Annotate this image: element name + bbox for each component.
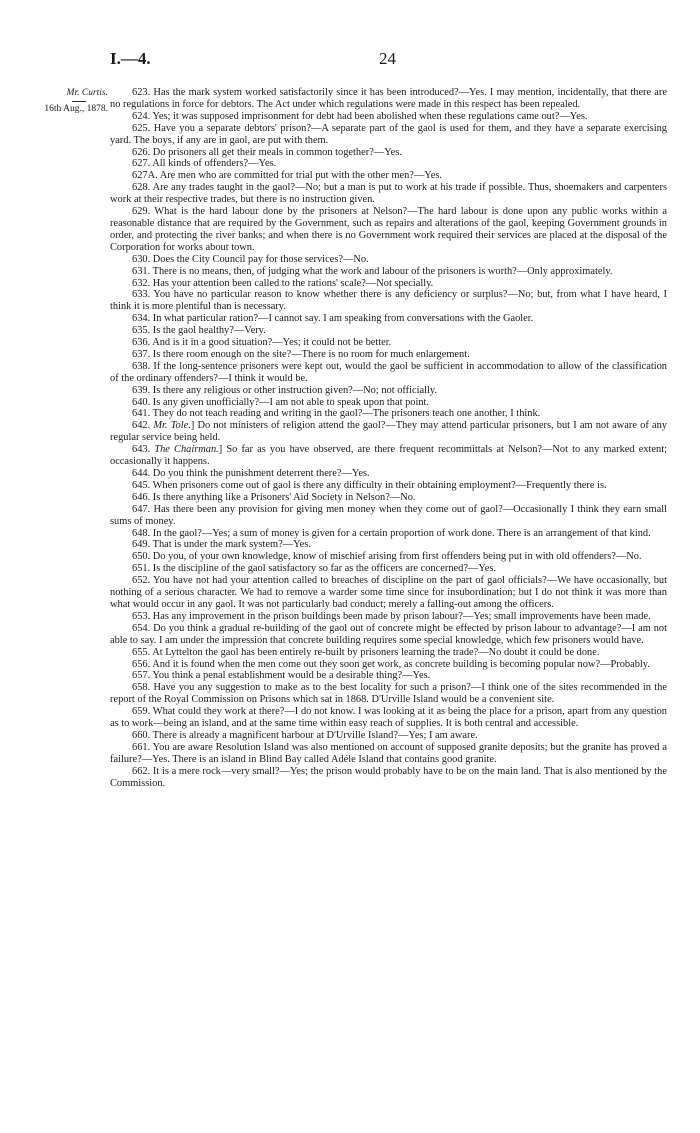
speaker-name: Mr. Tole. [153,420,191,432]
testimony-paragraph: 624. Yes; it was supposed imprisonment for debt had been abolished when these regulations came out?—Yes. [132,110,588,122]
testimony-paragraph: 632. Has your attention been called to the rations' scale?—Not specially. [132,277,434,289]
margin-note [12,88,108,115]
witness-name: Mr. Curtis. [66,88,108,98]
testimony-paragraph: 629. What is the hard labour done by the prisoners at Nelson?—The hard labour is done upon any public works within a reasonable distance that are required by the Government, such as repairs and alterations of the gaol, keeping Government grounds in order, and protecting the river banks; and when there is no Government work required their services are placed at the disposal of the Corporation for works about town. [110,206,667,253]
testimony-paragraph: 659. What could they work at there?—I do not know. I was looking at it as being the place for a prison, apart from any question as to work—being an island, and at the same time within easy reach of supplies. It is both central and accessible. [110,706,667,730]
testimony-paragraph: 623. Has the mark system worked satisfactorily since it has been introduced?—Yes. I may mention, incidentally, that there are no regulations in force for debtors. The Act under which regulations were made in this respect has been repealed. [110,87,667,110]
testimony-paragraph: 625. Have you a separate debtors' prison?—A separate part of the gaol is used for them, and they have a separate exercising yard. The boys, if any are in gaol, are put with them. [110,122,667,146]
testimony-paragraph: 648. In the gaol?—Yes; a sum of money is given for a certain proportion of work done. There is an arrangement of that kind. [132,527,651,539]
testimony-paragraph: 639. Is there any religious or other instruction given?—No; not officially. [132,384,438,396]
question-text: ] Do not ministers of religion attend the gaol?—They may attend particular prisoners, but I am not aware of any regular service being held. [110,420,668,444]
testimony-paragraph: 646. Is there anything like a Prisoners' Aid Society in Nelson?—No. [132,491,416,503]
testimony-paragraph: 644. Do you think the punishment deterrent there?—Yes. [132,468,370,479]
page-header [110,49,665,71]
testimony-paragraph: 635. Is the gaol healthy?—Very. [132,325,266,337]
testimony-paragraph: 628. Are any trades taught in the gaol?—No; but a man is put to work at his trade if possible. Thus, shoemakers and carpenters work at their respective trades, but there is no instruction given. [110,182,667,206]
testimony-paragraph: 633. You have no particular reason to know whether there is any deficiency or surplus?—No; but, from what I have heard, I think it is more plentiful than is necessary. [110,289,667,313]
parliamentary-paper-reference: I.—4. [110,49,151,68]
testimony-paragraph: 657. You think a penal establishment would be a desirable thing?—Yes. [132,670,431,682]
testimony-paragraph: 640. Is any given unofficially?—I am not able to speak upon that point. [132,396,430,408]
margin-rule [72,101,86,102]
testimony-paragraph: 638. If the long-sentence prisoners were kept out, would the gaol be sufficient in accommodation to allow of the classification of the ordinary offenders?—I think it would be. [110,360,667,384]
testimony-paragraph: 651. Is the discipline of the gaol satisfactory so far as the officers are concerned?—Yes. [132,563,497,575]
testimony-paragraph [110,420,667,444]
testimony-paragraph: 645. When prisoners come out of gaol is there any difficulty in their obtaining employment?—Frequently there is. [132,479,607,491]
speaker-name: The Chairman. [154,444,219,456]
testimony-paragraph: 626. Do prisoners all get their meals in common together?—Yes. [132,146,402,158]
testimony-paragraph: 634. In what particular ration?—I cannot say. I am speaking from conversations with the Gaoler. [132,313,534,325]
testimony-paragraph: 662. It is a mere rock—very small?—Yes; the prison would probably have to be on the main land. That is also mentioned by the Commission. [110,765,667,789]
testimony-paragraph: 627. All kinds of offenders?—Yes. [132,158,277,170]
testimony-body [110,87,667,789]
testimony-paragraph [110,444,667,468]
testimony-paragraph: 637. Is there room enough on the site?—There is no room for much enlargement. [132,348,470,360]
testimony-paragraph: 654. Do you think a gradual re-building of the gaol out of concrete might be effected by prison labour to advantage?—I am not able to say. I am under the impression that concrete building requires some special knowledge, which few prisoners would have. [110,622,667,646]
testimony-paragraph: 655. At Lyttelton the gaol has been entirely re-built by prisoners learning the trade?—No doubt it could be done. [132,646,600,658]
testimony-paragraph: 660. There is already a magnificent harbour at D'Urville Island?—Yes; I am aware. [132,729,478,741]
page-number: 24 [379,49,396,68]
testimony-paragraph: 653. Has any improvement in the prison buildings been made by prison labour?—Yes; small improvements have been made. [132,610,651,622]
testimony-paragraph: 658. Have you any suggestion to make as to the best locality for such a prison?—I think one of the sites recommended in the report of the Royal Commission on Prisons which sat in 1868. D'Urville Island would be a convenient site. [110,682,667,706]
testimony-paragraph: 631. There is no means, then, of judging what the work and labour of the prisoners is worth?—Only approximately. [132,265,613,277]
testimony-paragraph: 649. That is under the mark system?—Yes. [132,539,311,551]
testimony-paragraph: 661. You are aware Resolution Island was also mentioned on account of supposed granite deposits; but the granite has proved a failure?—Yes. There is an island in Blind Bay called Adéle Island that contains good granite. [110,741,667,765]
testimony-paragraph: 656. And it is found when the men come out they soon get work, as concrete building is becoming popular now?—Probably. [132,658,650,670]
testimony-paragraph: 652. You have not had your attention called to breaches of discipline on the part of gaol officials?—We have occasionally, but nothing of a serious character. We had to remove a warder some time since for insubordination; but I do not think it was more than what would occur in any gaol. It was not particularly bad conduct; merely a falling-out among the officers. [110,575,667,610]
question-number: 642. [132,420,154,432]
testimony-paragraph: 627A. Are men who are committed for trial put with the other men?—Yes. [132,170,443,182]
testimony-paragraph: 630. Does the City Council pay for those services?—No. [132,253,369,265]
testimony-paragraph: 641. They do not teach reading and writing in the gaol?—The prisoners teach one another, I think. [132,408,541,420]
testimony-date: 16th Aug., 1878. [44,104,108,114]
question-text: ] So far as you have observed, are there frequent recommittals at Nelson?—Not to any marked extent; occasionally it happens. [110,444,667,468]
testimony-paragraph: 636. And is it in a good situation?—Yes; it could not be better. [132,337,392,349]
question-number: 643. [132,444,155,456]
testimony-paragraph: 650. Do you, of your own knowledge, know of mischief arising from first offenders being put in with old offenders?—No. [132,551,642,563]
testimony-paragraph: 647. Has there been any provision for giving men money when they come out of gaol?—Occasionally I think they earn small sums of money. [110,503,667,527]
